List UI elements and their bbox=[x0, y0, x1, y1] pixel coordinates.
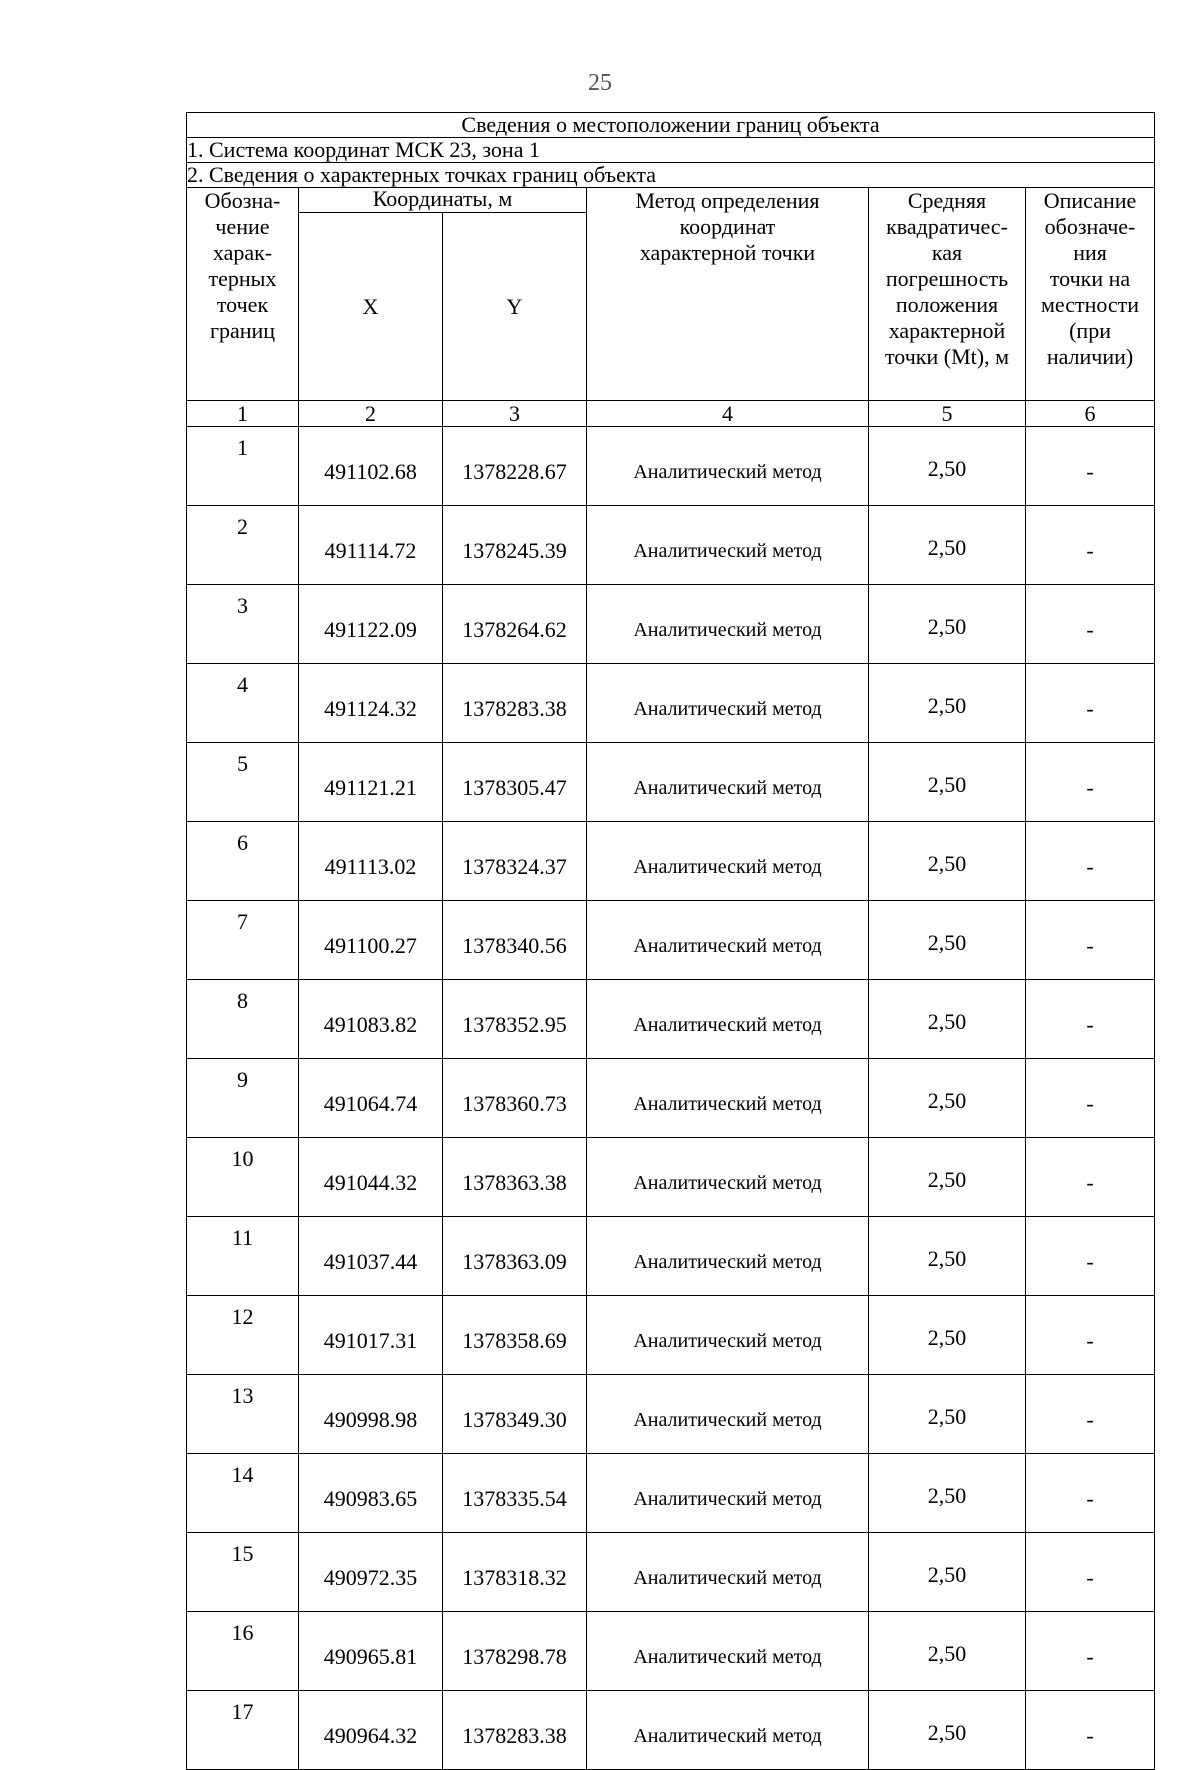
point-number: 8 bbox=[187, 980, 299, 1059]
table-row bbox=[187, 585, 1155, 664]
point-description: - bbox=[1026, 980, 1155, 1059]
point-number: 6 bbox=[187, 822, 299, 901]
method: Аналитический метод bbox=[587, 664, 869, 743]
x-coordinate: 491044.32 bbox=[299, 1138, 443, 1217]
point-number: 3 bbox=[187, 585, 299, 664]
method: Аналитический метод bbox=[587, 1612, 869, 1691]
x-coordinate: 491113.02 bbox=[299, 822, 443, 901]
column-number-row bbox=[187, 401, 1155, 427]
point-number: 17 bbox=[187, 1691, 299, 1770]
point-number: 5 bbox=[187, 743, 299, 822]
point-number: 16 bbox=[187, 1612, 299, 1691]
x-coordinate: 491083.82 bbox=[299, 980, 443, 1059]
table-row bbox=[187, 1454, 1155, 1533]
point-number: 1 bbox=[187, 427, 299, 506]
method: Аналитический метод bbox=[587, 822, 869, 901]
page-number: 25 bbox=[588, 70, 612, 96]
point-number: 10 bbox=[187, 1138, 299, 1217]
y-coordinate: 1378228.67 bbox=[443, 427, 587, 506]
point-number: 14 bbox=[187, 1454, 299, 1533]
point-description: - bbox=[1026, 585, 1155, 664]
method: Аналитический метод bbox=[587, 585, 869, 664]
method: Аналитический метод bbox=[587, 901, 869, 980]
header-x: X bbox=[299, 213, 443, 401]
coordinate-system: 1. Система координат МСК 23, зона 1 bbox=[187, 138, 1155, 163]
header-method: Метод определения координат характерной точки bbox=[587, 188, 869, 401]
point-number: 4 bbox=[187, 664, 299, 743]
x-coordinate: 491122.09 bbox=[299, 585, 443, 664]
method: Аналитический метод bbox=[587, 1375, 869, 1454]
y-coordinate: 1378363.38 bbox=[443, 1138, 587, 1217]
column-number: 2 bbox=[299, 401, 443, 427]
mean-error: 2,50 bbox=[869, 1059, 1026, 1138]
point-description: - bbox=[1026, 1138, 1155, 1217]
y-coordinate: 1378245.39 bbox=[443, 506, 587, 585]
y-coordinate: 1378264.62 bbox=[443, 585, 587, 664]
section-title: 2. Сведения о характерных точках границ объекта bbox=[187, 163, 1155, 188]
x-coordinate: 491064.74 bbox=[299, 1059, 443, 1138]
point-description: - bbox=[1026, 1059, 1155, 1138]
mean-error: 2,50 bbox=[869, 1375, 1026, 1454]
table-title: Сведения о местоположении границ объекта bbox=[187, 113, 1155, 138]
point-description: - bbox=[1026, 822, 1155, 901]
point-number: 7 bbox=[187, 901, 299, 980]
table-row bbox=[187, 1375, 1155, 1454]
method: Аналитический метод bbox=[587, 1454, 869, 1533]
point-description: - bbox=[1026, 1454, 1155, 1533]
method: Аналитический метод bbox=[587, 1533, 869, 1612]
method: Аналитический метод bbox=[587, 506, 869, 585]
column-number: 3 bbox=[443, 401, 587, 427]
point-description: - bbox=[1026, 1691, 1155, 1770]
header-point: Обозна- чение харак- терных точек границ bbox=[187, 188, 299, 401]
y-coordinate: 1378283.38 bbox=[443, 1691, 587, 1770]
x-coordinate: 491124.32 bbox=[299, 664, 443, 743]
table-row bbox=[187, 822, 1155, 901]
header-error: Средняя квадратичес- кая погрешность положения характерной точки (Mt), м bbox=[869, 188, 1026, 401]
x-coordinate: 490983.65 bbox=[299, 1454, 443, 1533]
table-row bbox=[187, 1691, 1155, 1770]
table-row bbox=[187, 1296, 1155, 1375]
y-coordinate: 1378363.09 bbox=[443, 1217, 587, 1296]
x-coordinate: 491121.21 bbox=[299, 743, 443, 822]
column-number: 5 bbox=[869, 401, 1026, 427]
mean-error: 2,50 bbox=[869, 1612, 1026, 1691]
point-description: - bbox=[1026, 1612, 1155, 1691]
table-row bbox=[187, 1612, 1155, 1691]
point-number: 12 bbox=[187, 1296, 299, 1375]
table-row bbox=[187, 1217, 1155, 1296]
x-coordinate: 490972.35 bbox=[299, 1533, 443, 1612]
point-description: - bbox=[1026, 506, 1155, 585]
mean-error: 2,50 bbox=[869, 822, 1026, 901]
y-coordinate: 1378352.95 bbox=[443, 980, 587, 1059]
point-description: - bbox=[1026, 664, 1155, 743]
point-number: 9 bbox=[187, 1059, 299, 1138]
method: Аналитический метод bbox=[587, 1217, 869, 1296]
mean-error: 2,50 bbox=[869, 901, 1026, 980]
y-coordinate: 1378318.32 bbox=[443, 1533, 587, 1612]
table-row bbox=[187, 664, 1155, 743]
x-coordinate: 491017.31 bbox=[299, 1296, 443, 1375]
x-coordinate: 491102.68 bbox=[299, 427, 443, 506]
x-coordinate: 491100.27 bbox=[299, 901, 443, 980]
y-coordinate: 1378298.78 bbox=[443, 1612, 587, 1691]
mean-error: 2,50 bbox=[869, 1533, 1026, 1612]
method: Аналитический метод bbox=[587, 427, 869, 506]
x-coordinate: 491114.72 bbox=[299, 506, 443, 585]
method: Аналитический метод bbox=[587, 1059, 869, 1138]
y-coordinate: 1378305.47 bbox=[443, 743, 587, 822]
table-row bbox=[187, 1533, 1155, 1612]
table-row bbox=[187, 743, 1155, 822]
y-coordinate: 1378340.56 bbox=[443, 901, 587, 980]
mean-error: 2,50 bbox=[869, 1296, 1026, 1375]
table-row bbox=[187, 427, 1155, 506]
point-number: 11 bbox=[187, 1217, 299, 1296]
mean-error: 2,50 bbox=[869, 1691, 1026, 1770]
mean-error: 2,50 bbox=[869, 585, 1026, 664]
x-coordinate: 491037.44 bbox=[299, 1217, 443, 1296]
mean-error: 2,50 bbox=[869, 743, 1026, 822]
method: Аналитический метод bbox=[587, 1296, 869, 1375]
y-coordinate: 1378335.54 bbox=[443, 1454, 587, 1533]
mean-error: 2,50 bbox=[869, 1454, 1026, 1533]
point-description: - bbox=[1026, 1375, 1155, 1454]
column-number: 6 bbox=[1026, 401, 1155, 427]
table-row bbox=[187, 506, 1155, 585]
x-coordinate: 490998.98 bbox=[299, 1375, 443, 1454]
point-number: 13 bbox=[187, 1375, 299, 1454]
method: Аналитический метод bbox=[587, 980, 869, 1059]
point-number: 2 bbox=[187, 506, 299, 585]
header-description: Описание обозначе- ния точки на местности (при наличии) bbox=[1026, 188, 1155, 401]
method: Аналитический метод bbox=[587, 1691, 869, 1770]
table-row bbox=[187, 980, 1155, 1059]
method: Аналитический метод bbox=[587, 1138, 869, 1217]
point-description: - bbox=[1026, 743, 1155, 822]
mean-error: 2,50 bbox=[869, 427, 1026, 506]
mean-error: 2,50 bbox=[869, 1138, 1026, 1217]
column-number: 1 bbox=[187, 401, 299, 427]
point-description: - bbox=[1026, 901, 1155, 980]
table-row bbox=[187, 1138, 1155, 1217]
point-number: 15 bbox=[187, 1533, 299, 1612]
method: Аналитический метод bbox=[587, 743, 869, 822]
y-coordinate: 1378358.69 bbox=[443, 1296, 587, 1375]
mean-error: 2,50 bbox=[869, 664, 1026, 743]
point-description: - bbox=[1026, 1533, 1155, 1612]
mean-error: 2,50 bbox=[869, 506, 1026, 585]
y-coordinate: 1378324.37 bbox=[443, 822, 587, 901]
table-row bbox=[187, 1059, 1155, 1138]
y-coordinate: 1378283.38 bbox=[443, 664, 587, 743]
point-description: - bbox=[1026, 1217, 1155, 1296]
x-coordinate: 490965.81 bbox=[299, 1612, 443, 1691]
header-y: Y bbox=[443, 213, 587, 401]
mean-error: 2,50 bbox=[869, 1217, 1026, 1296]
y-coordinate: 1378349.30 bbox=[443, 1375, 587, 1454]
y-coordinate: 1378360.73 bbox=[443, 1059, 587, 1138]
point-description: - bbox=[1026, 427, 1155, 506]
point-description: - bbox=[1026, 1296, 1155, 1375]
boundary-points-table bbox=[186, 112, 1155, 1770]
x-coordinate: 490964.32 bbox=[299, 1691, 443, 1770]
mean-error: 2,50 bbox=[869, 980, 1026, 1059]
header-coordinates: Координаты, м bbox=[299, 188, 587, 213]
column-number: 4 bbox=[587, 401, 869, 427]
table-row bbox=[187, 901, 1155, 980]
